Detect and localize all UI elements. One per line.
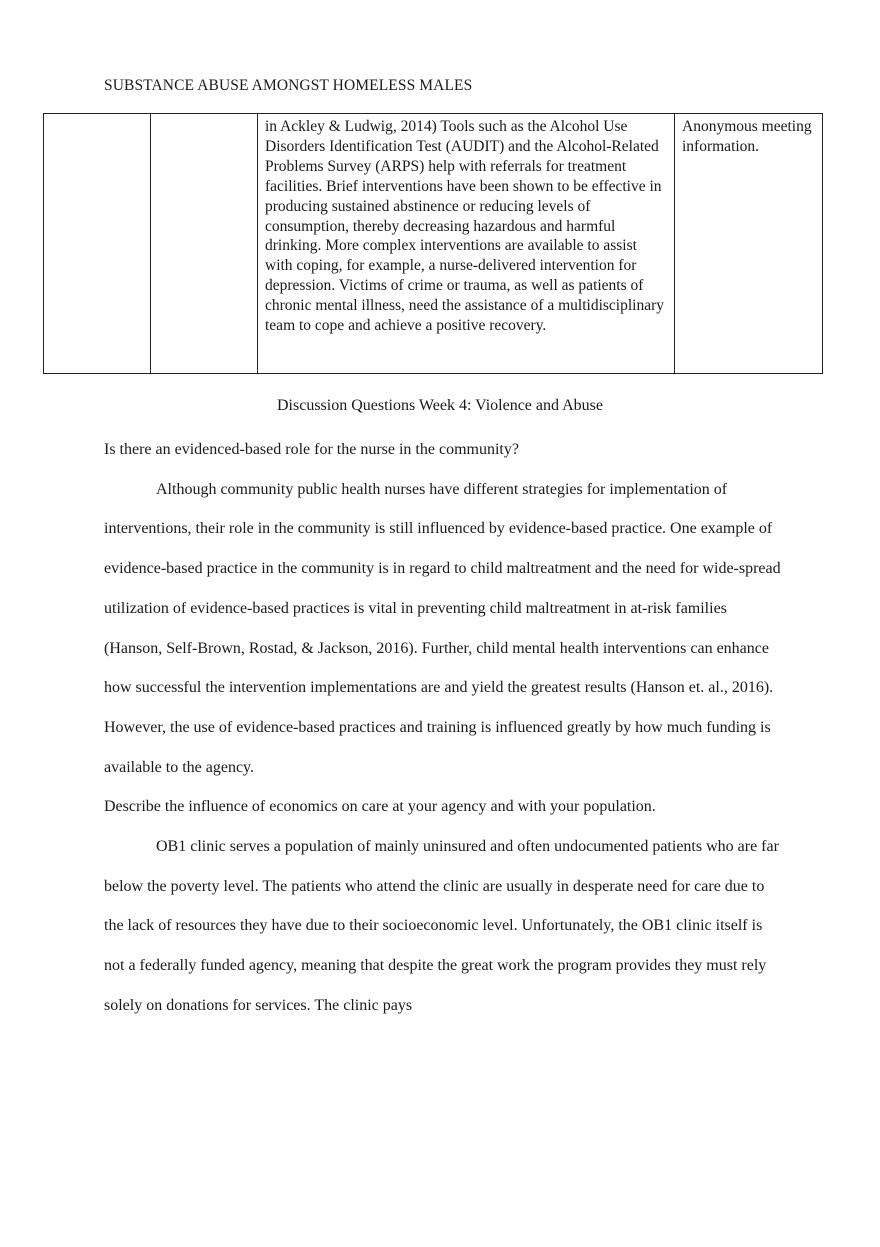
continued-table (43, 113, 823, 374)
question-line: Describe the influence of economics on care at your agency and with your population. (104, 798, 656, 816)
question-line: Is there an evidenced-based role for the nurse in the community? (104, 441, 519, 458)
paragraph: Although community public health nurses have different strategies for implementation of interventions, their role in the community is still influenced by evidence-based practice. One example of evidence-based practice in the community is in regard to child maltreatment and the need for wide-spread utilization of evidence-based practices is vital in preventing child maltreatment in at-risk families (Hanson, Self-Brown, Rostad, & Jackson, 2016). Further, child mental health interventions can enhance how successful the intervention implementations are and yield the greatest results (Hanson et. al., 2016). However, the use of evidence-based practices and training is influenced greatly by how much funding is available to the agency. (104, 480, 781, 776)
table-row (44, 114, 823, 374)
body-text (104, 430, 784, 1026)
running-head: SUBSTANCE ABUSE AMONGST HOMELESS MALES (104, 77, 473, 94)
table-cell-description: in Ackley & Ludwig, 2014) Tools such as the Alcohol Use Disorders Identification Test (AUDIT) and the Alcohol-Related Problems Survey (ARPS) help with referrals for treatment facilities. Brief interventions have been shown to be effective in producing sustained abstinence or reducing levels of consumption, thereby decreasing hazardous and harmful drinking. More complex interventions are available to assist with coping, for example, a nurse-delivered intervention for depression. Victims of crime or trauma, as well as patients of chronic mental illness, need the assistance of a multidisciplinary team to cope and achieve a positive recovery. (258, 114, 675, 374)
section-title: Discussion Questions Week 4: Violence and Abuse (276, 397, 603, 414)
table-cell-col2 (151, 114, 258, 374)
table-cell-notes: Anonymous meeting information. (675, 114, 823, 374)
table-cell-col1 (44, 114, 151, 374)
paragraph: OB1 clinic serves a population of mainly uninsured and often undocumented patients who are far below the poverty level. The patients who attend the clinic are usually in desperate need for care due to the lack of resources they have due to their socioeconomic level. Unfortunately, the OB1 clinic itself is not a federally funded agency, meaning that despite the great work the program provides they must rely solely on donations for services. The clinic pays (104, 838, 779, 1014)
